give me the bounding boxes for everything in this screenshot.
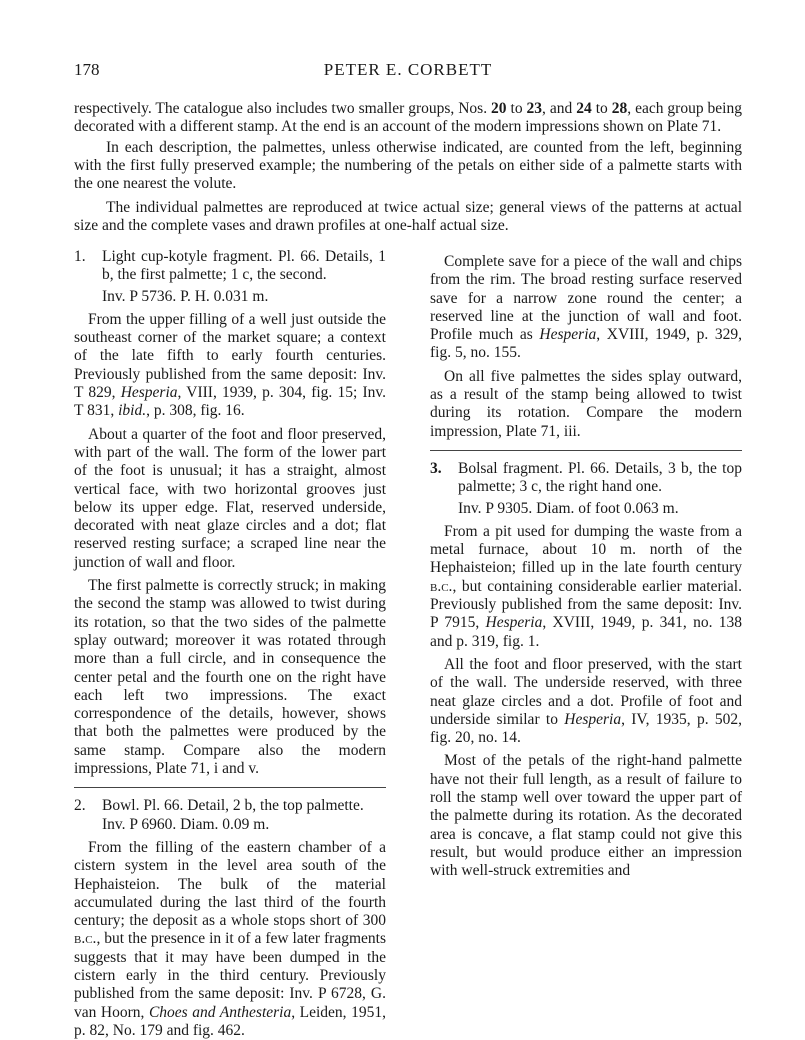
intro-paragraph-3: The individual palmettes are reproduced at twice actual size; general views of the patterns at actual size and the complete vases and drawn profiles at one-half actual size. — [74, 199, 742, 234]
entry-3-provenance: From a pit used for dumping the waste from a metal furnace, about 10 m. north of the Hephaisteion; filled up in the late fourth century b.c., but containing considerable earlier material. Previously published from the same deposit: Inv. P 7915, Hesperia, XVIII, 1949, p. 341, no. 138 and p. 319, fig. 1. — [430, 522, 742, 650]
entry-1-number: 1. — [74, 248, 86, 265]
entry-1-stamp-note: The first palmette is correctly struck; in making the second the stamp was allowed to twist during its rotation, so that the two sides of the palmette splay outward; moreover it was rotated through more than a full circle, and in consequence the center petal and the fourth one on the right have each left two impressions. The exact correspondence of the details, however, shows that both the palmettes were produced by the same stamp. Compare also the modern impressions, Plate 71, i and v. — [74, 577, 386, 778]
running-head: PETER E. CORBETT — [323, 60, 493, 79]
intro-paragraph-1: respectively. The catalogue also includes two smaller groups, Nos. 20 to 23, and 24 to 28, each group being decorated with a different stamp. At the end is an account of the modern impressions shown on Plate 71. — [74, 100, 742, 135]
entry-3-number: 3. — [430, 459, 442, 477]
entry-2-inventory: Inv. P 6960. Diam. 0.09 m. — [102, 815, 270, 833]
page-number: 178 — [74, 60, 100, 79]
entry-3-stamp-note: Most of the petals of the right-hand palmette have not their full length, as a result of failure to roll the stamp well over toward the upper part of the palmette during its rotation. As the decorated area is concave, a flat stamp could not give this result, but would produce either an impression with well-struck extremities and — [430, 752, 742, 880]
entry-divider — [430, 450, 742, 451]
entry-1-inventory: Inv. P 5736. P. H. 0.031 m. — [102, 287, 269, 305]
entry-2-stamp-note: On all five palmettes the sides splay outward, as a result of the stamp being allowed to twist during its rotation. Compare the modern impression, Plate 71, iii. — [430, 367, 742, 440]
entry-2-number: 2. — [74, 797, 86, 815]
intro-section — [74, 100, 742, 235]
left-column — [74, 248, 386, 1040]
entry-3-inventory: Inv. P 9305. Diam. of foot 0.063 m. — [458, 499, 679, 517]
entry-3-heading: 3. Bolsal fragment. Pl. 66. Details, 3 b, the top palmette; 3 c, the right hand one. — [430, 459, 742, 496]
page-header — [74, 60, 742, 86]
right-column — [430, 248, 742, 881]
entry-2-provenance: From the filling of the eastern chamber of a cistern system in the level area south of the Hephaisteion. The bulk of the material accumulated during the last third of the fourth century; the deposit as a whole stops short of 300 b.c., but the presence in it of a few later fragments suggests that it may have been dumped in the cistern early in the third century. Previously published from the same deposit: Inv. P 6728, G. van Hoorn, Choes and Anthesteria, Leiden, 1951, p. 82, No. 179 and fig. 462. — [74, 838, 386, 1039]
entry-2-heading: 2. Bowl. Pl. 66. Detail, 2 b, the top palmette. — [74, 797, 364, 815]
entry-1-heading: 1. Light cup-kotyle fragment. Pl. 66. Details, 1 b, the first palmette; 1 c, the second. — [74, 248, 386, 284]
entry-2-description: Complete save for a piece of the wall and chips from the rim. The broad resting surface reserved save for a narrow zone round the center; a reserved line at the junction of wall and foot. Profile much as Hesperia, XVIII, 1949, p. 329, fig. 5, no. 155. — [430, 253, 742, 362]
entry-3-description: All the foot and floor preserved, with the start of the wall. The underside reserved, with three neat glaze circles and a dot. Profile of foot and underside similar to Hesperia, IV, 1935, p. 502, fig. 20, no. 14. — [430, 655, 742, 747]
entry-1-description: About a quarter of the foot and floor preserved, with part of the wall. The form of the lower part of the foot is unusual; it has a straight, almost vertical face, with two horizontal grooves just below its upper edge. Flat, reserved underside, decorated with neat glaze circles and a dot; flat reserved resting surface; a scraped line near the junction of wall and floor. — [74, 425, 386, 571]
entry-divider — [74, 787, 386, 788]
intro-paragraph-2: In each description, the palmettes, unless otherwise indicated, are counted from the left, beginning with the first fully preserved example; the numbering of the petals on either side of a palmette starts with the one nearest the volute. — [74, 139, 742, 192]
entry-1-provenance: From the upper filling of a well just outside the southeast corner of the market square; a context of the late fifth to early fourth centuries. Previously published from the same deposit: Inv. T 829, Hesperia, VIII, 1939, p. 304, fig. 15; Inv. T 831, ibid., p. 308, fig. 16. — [74, 310, 386, 420]
